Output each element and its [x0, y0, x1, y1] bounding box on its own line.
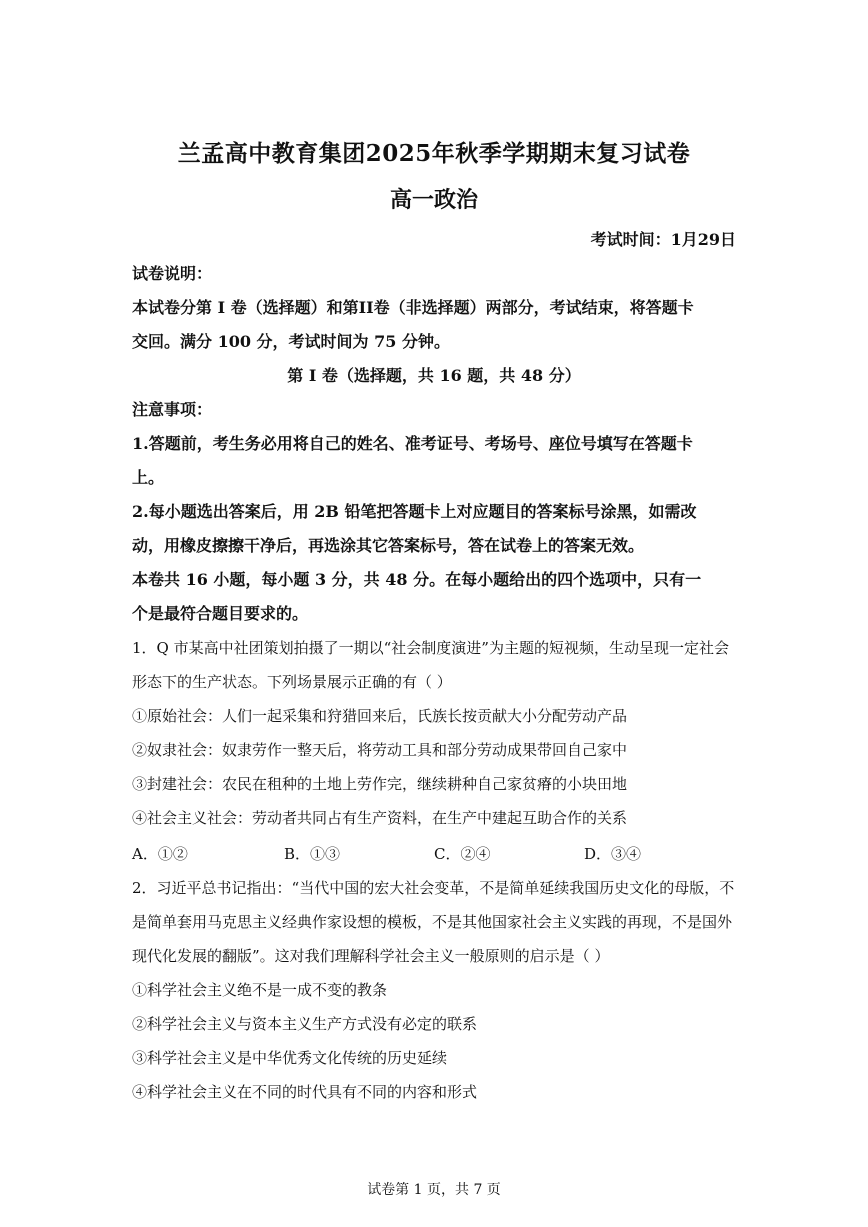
exam-time: 考试时间：1月29日 [590, 230, 736, 249]
note-1-line-1: 1.答题前，考生务必用将自己的姓名、准考证号、考场号、座位号填写在答题卡 [132, 434, 693, 453]
notes-heading: 注意事项： [132, 400, 213, 419]
instructions-line-1: 本试卷分第 I 卷（选择题）和第II卷（非选择题）两部分，考试结束，将答题卡 [132, 298, 694, 317]
q1-item-3: ③封建社会：农民在租种的土地上劳作完，继续耕种自己家贫瘠的小块田地 [132, 775, 628, 793]
q1-stem-line-1: 1．Q 市某高中社团策划拍摄了一期以“社会制度演进”为主题的短视频，生动呈现一定社会 [132, 639, 729, 657]
note-2-line-1: 2.每小题选出答案后，用 2B 铅笔把答题卡上对应题目的答案标号涂黑，如需改 [132, 502, 697, 521]
q1-option-b: B．①③ [284, 845, 341, 863]
q2-stem-line-2: 是简单套用马克思主义经典作家设想的模板，不是其他国家社会主义实践的再现，不是国外 [132, 913, 733, 931]
note-2-line-2: 动，用橡皮擦擦干净后，再选涂其它答案标号，答在试卷上的答案无效。 [132, 536, 645, 555]
q2-stem-line-1: 2．习近平总书记指出：“当代中国的宏大社会变革，不是简单延续我国历史文化的母版，不 [132, 879, 735, 897]
q2-stem-line-3: 现代化发展的翻版”。这对我们理解科学社会主义一般原则的启示是（ ） [132, 947, 610, 965]
note-1-line-2: 上。 [132, 468, 165, 487]
q1-item-4: ④社会主义社会：劳动者共同占有生产资料，在生产中建起互助合作的关系 [132, 809, 628, 827]
page-footer: 试卷第 1 页，共 7 页 [367, 1182, 501, 1198]
q2-item-2: ②科学社会主义与资本主义生产方式没有必定的联系 [132, 1015, 478, 1033]
q1-option-d: D．③④ [584, 845, 642, 863]
rule-line-2: 个是最符合题目要求的。 [132, 604, 309, 623]
instructions-line-2: 交回。满分 100 分，考试时间为 75 分钟。 [132, 332, 450, 351]
rule-line-1: 本卷共 16 小题，每小题 3 分，共 48 分。在每小题给出的四个选项中，只有一 [132, 570, 702, 589]
q1-option-c: C．②④ [434, 845, 491, 863]
q2-item-4: ④科学社会主义在不同的时代具有不同的内容和形式 [132, 1083, 478, 1101]
q1-option-a: A．①② [132, 845, 188, 863]
q1-item-2: ②奴隶社会：奴隶劳作一整天后，将劳动工具和部分劳动成果带回自己家中 [132, 741, 628, 759]
q1-item-1: ①原始社会：人们一起采集和狩猎回来后，氏族长按贡献大小分配劳动产品 [132, 707, 628, 725]
q2-item-3: ③科学社会主义是中华优秀文化传统的历史延续 [132, 1049, 448, 1067]
exam-subject: 高一政治 [389, 187, 478, 213]
instructions-heading: 试卷说明： [132, 264, 213, 283]
section-heading: 第 I 卷（选择题，共 16 题，共 48 分） [287, 366, 581, 385]
q2-item-1: ①科学社会主义绝不是一成不变的教条 [132, 981, 388, 999]
q1-stem-line-2: 形态下的生产状态。下列场景展示正确的有（ ） [132, 673, 452, 691]
exam-title: 兰孟高中教育集团2025年秋季学期期末复习试卷 [177, 140, 691, 167]
